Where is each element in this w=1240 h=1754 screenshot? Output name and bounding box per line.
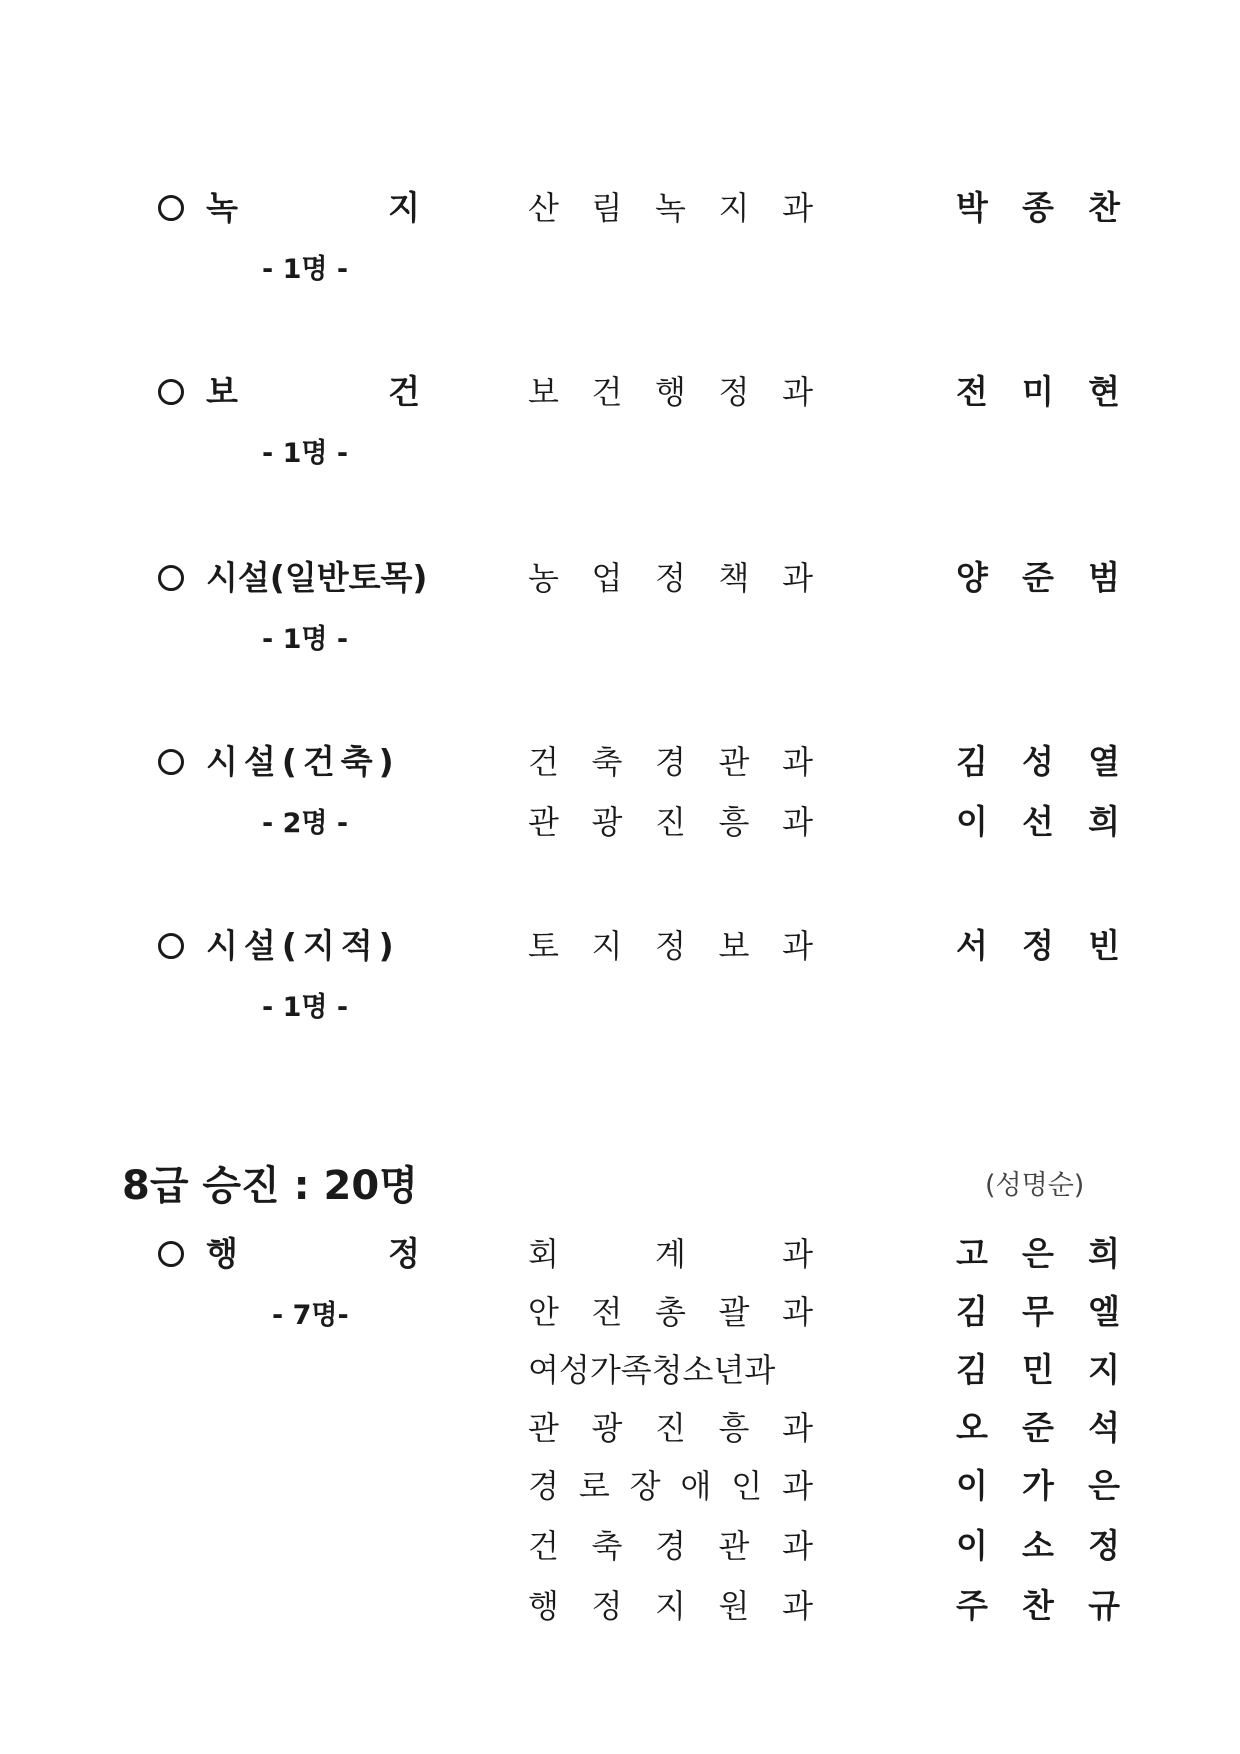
headcount: - 7명- — [272, 1300, 349, 1331]
circle-bullet-icon — [158, 749, 184, 775]
department: 관 광 진 흥 과 — [528, 1409, 813, 1447]
person-name: 전 미 현 — [956, 372, 1120, 411]
category-text: 행 정 — [206, 1234, 420, 1273]
department: 여성가족청소년과 — [528, 1351, 776, 1389]
department: 산 림 녹 지 과 — [528, 189, 813, 227]
section-title: 8급 승진 : 20명 — [122, 1163, 418, 1209]
person-name: 박 종 찬 — [956, 188, 1120, 227]
person-name: 서 정 빈 — [956, 926, 1120, 965]
department: 관 광 진 흥 과 — [528, 803, 813, 841]
department: 회 계 과 — [528, 1235, 813, 1273]
category-text: 시설(건축) — [206, 742, 400, 781]
department: 행 정 지 원 과 — [528, 1587, 813, 1625]
person-name: 양 준 범 — [956, 558, 1120, 597]
person-name: 이 가 은 — [956, 1466, 1120, 1505]
person-name: 김 민 지 — [956, 1350, 1120, 1389]
department: 건 축 경 관 과 — [528, 1527, 813, 1565]
circle-bullet-icon — [158, 195, 184, 221]
department: 건 축 경 관 과 — [528, 743, 813, 781]
headcount: - 1명 - — [262, 438, 349, 469]
category-label — [158, 924, 448, 968]
person-name: 김 성 열 — [956, 742, 1120, 781]
category-label — [158, 186, 448, 230]
category-label — [158, 556, 448, 600]
headcount: - 2명 - — [262, 808, 349, 839]
circle-bullet-icon — [158, 379, 184, 405]
category-text: 녹 지 — [206, 188, 420, 227]
headcount: - 1명 - — [262, 624, 349, 655]
category-label — [158, 370, 448, 414]
person-name: 이 선 희 — [956, 802, 1120, 841]
department: 보 건 행 정 과 — [528, 373, 813, 411]
person-name: 오 준 석 — [956, 1408, 1120, 1447]
category-text: 보 건 — [206, 372, 420, 411]
person-name: 이 소 정 — [956, 1526, 1120, 1565]
department: 경 로 장 애 인 과 — [528, 1467, 813, 1505]
circle-bullet-icon — [158, 933, 184, 959]
headcount: - 1명 - — [262, 254, 349, 285]
circle-bullet-icon — [158, 565, 184, 591]
category-label — [158, 1232, 448, 1276]
order-note: (성명순) — [985, 1170, 1085, 1201]
category-text: 시설(일반토목) — [206, 558, 428, 597]
person-name: 주 찬 규 — [956, 1586, 1120, 1625]
department: 농 업 정 책 과 — [528, 559, 813, 597]
person-name: 고 은 희 — [956, 1234, 1120, 1273]
person-name: 김 무 엘 — [956, 1292, 1120, 1331]
circle-bullet-icon — [158, 1241, 184, 1267]
category-text: 시설(지적) — [206, 926, 400, 965]
department: 안 전 총 괄 과 — [528, 1293, 813, 1331]
category-label — [158, 740, 448, 784]
department: 토 지 정 보 과 — [528, 927, 813, 965]
headcount: - 1명 - — [262, 992, 349, 1023]
